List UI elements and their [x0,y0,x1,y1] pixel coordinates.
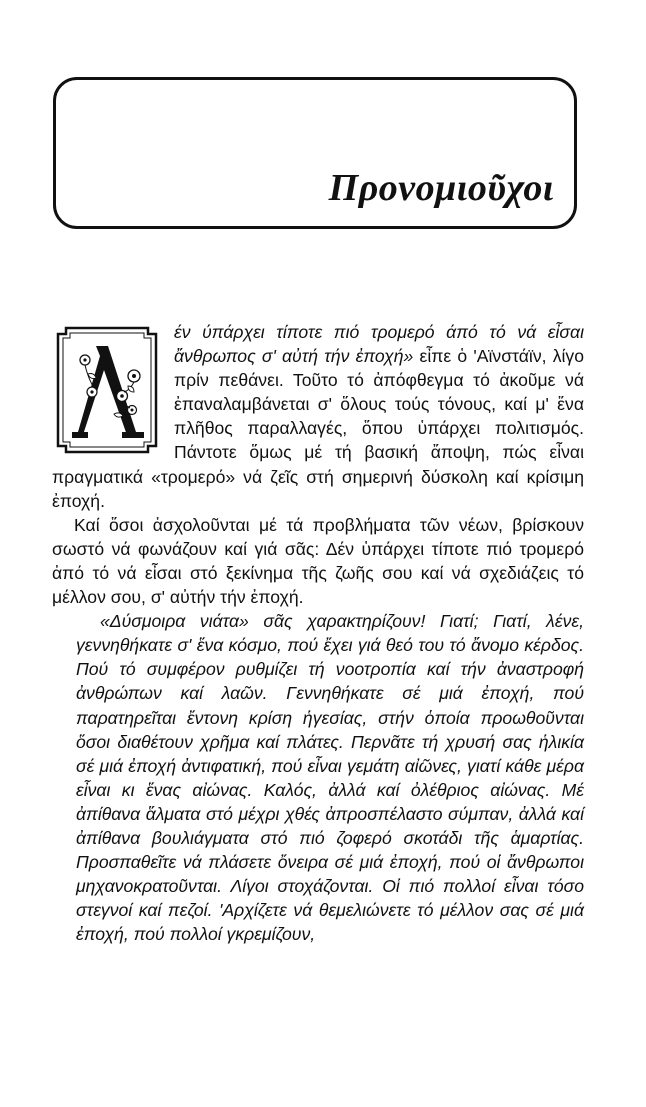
chapter-title: Προνομιοῦχοι [328,167,554,209]
paragraph-2: Καί ὅσοι ἀσχολοῦνται μέ τά προβλήματα τῶν νέων, βρίσκουν σωστό νά φωνάζουν καί γιά σᾶς: Δέν ὑπάρχει τίποτε πιό τρομερό ἀπό τό νά εἶσαι στό ξεκίνημα τῆς ζωῆς σου καί νά σχεδιάζεις τό μέλλον σου, σ' αὐτήν τήν ἐποχή. [52,514,584,608]
chapter-title-frame [53,77,577,229]
chapter-body [52,320,584,946]
paragraph-3: «Δύσμοιρα νιάτα» σᾶς χαρακτηρίζουν! Γιατί; Γιατί, λένε, γεννηθήκατε σ' ἕνα κόσμο, πού ἔχει γιά θεό του τό ἄνομο κέρδος. Πού τό συμφέρον ρυθμίζει τή νοοτροπία καί τήν ἀναστροφή ἀνθρώπων καί λαῶν. Γεννηθήκατε σέ μιά ἐποχή, πού παρατηρεῖται ἔντονη κρίση ἡγεσίας, στήν ὁποία προωθοῦνται ὅσοι διαθέτουν χρῆμα καί πλάτες. Περνᾶτε τή χρυσή σας ἡλικία σέ μιά ἐποχή ἀντιφατική, πού εἶναι γεμάτη αἰῶνες, γιατί κάθε μέρα εἶναι κι ἕνας αἰώνας. Καλός, ἀλλά καί ὀλέθριος αἰώνας. Μέ ἀπίθανα ἅλματα στό μέχρι χθές ἀπροσπέλαστο σύμπαν, ἀλλά καί ἀπίθανα βουλιάγματα στό πιό ζοφερό σκοτάδι τῆς ἁμαρτίας. Προσπαθεῖτε νά πλάσετε ὄνειρα σέ μιά ἐποχή, πού οἱ ἄνθρωποι μηχανοκρατοῦνται. Λίγοι στοχάζονται. Οἱ πιό πολλοί εἶναι τόσο στεγνοί καί πεζοί. 'Αρχίζετε νά θεμελιώνετε τό μέλλον σας σέ μιά ἐποχή, πού πολλοί γκρεμίζουν, [76,611,584,945]
paragraph-1-rest: εἶπε ὁ 'Αϊνστάϊν, λίγο πρίν πεθάνει. Τοῦτο τό ἀπόφθεγμα τό ἀκοῦμε νά ἐπαναλαμβάνεται σ' ὅλους τούς τόνους, καί μ' ἕνα πλῆθος παραλλαγές, ὅπου ὑπάρχει πολιτισμός. Πάντοτε ὅμως μέ τή βασική ἄποψη, πώς εἶναι πραγματικά «τρομερό» νά ζεῖς στή σημερινή δύσκολη καί κρίσιμη ἐποχή. [52,346,584,511]
einstein-quote: έν ύπάρχει τίποτε πιό τρομερό άπό τό νά εἶσαι ἄνθρωπος σ' αὐτή τήν ἐποχή» [174,322,584,367]
italic-passage [52,609,584,946]
ornate-initial-lambda-with-flowers-icon [52,326,162,454]
